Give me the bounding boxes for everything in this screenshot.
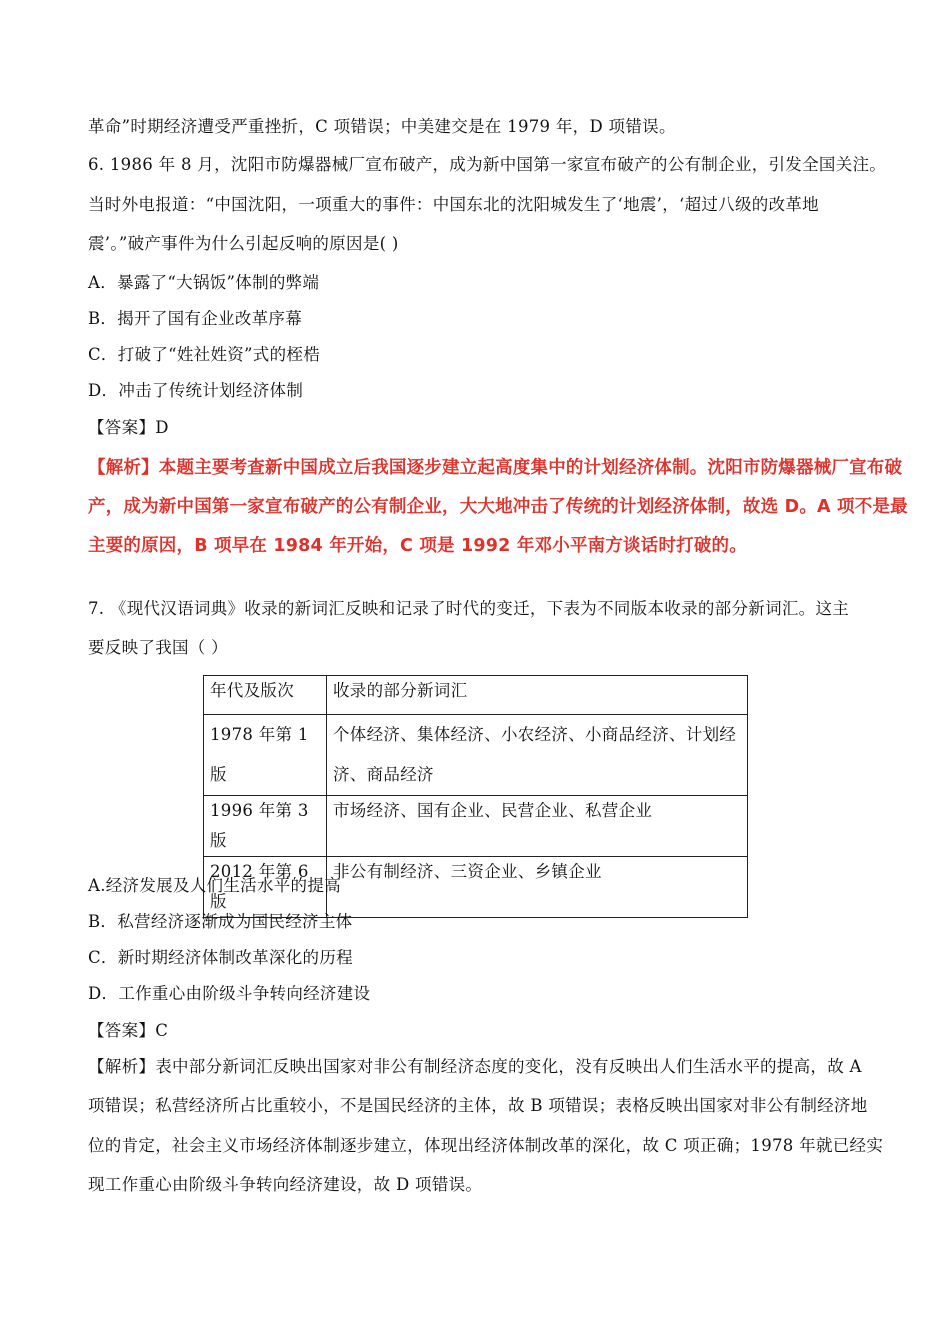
q6-analysis-line-2: 产，成为新中国第一家宣布破产的公有制企业，大大地冲击了传统的计划经济体制，故选 D。A 项不是最 — [88, 497, 908, 517]
q6-analysis-line-1: 【解析】本题主要考查新中国成立后我国逐步建立起高度集中的计划经济体制。沈阳市防爆器械厂宣布破 — [88, 458, 903, 478]
table-header-cell: 年代及版次 — [204, 676, 327, 715]
q7-analysis-line-3: 位的肯定，社会主义市场经济体制逐步建立，体现出经济体制改革的深化，故 C 项正确；1978 年就已经实 — [88, 1136, 884, 1155]
q7-stem-line-1: 7. 《现代汉语词典》收录的新词汇反映和记录了时代的变迁，下表为不同版本收录的部分新词汇。这主 — [88, 599, 850, 618]
table-cell: 非公有制经济、三资企业、乡镇企业 — [327, 857, 748, 918]
q7-analysis-line-1: 【解析】表中部分新词汇反映出国家对非公有制经济态度的变化，没有反映出人们生活水平的提高，故 A — [88, 1057, 862, 1076]
q7-answer: 【答案】C — [88, 1021, 169, 1040]
q6-option-b: B．揭开了国有企业改革序幕 — [88, 309, 303, 328]
table-cell: 1978 年第 1 版 — [204, 715, 327, 796]
carryover-text: 革命”时期经济遭受严重挫折，C 项错误；中美建交是在 1979 年，D 项错误。 — [88, 117, 676, 136]
table-row — [204, 796, 748, 857]
q6-stem-line-1: 6. 1986 年 8 月，沈阳市防爆器械厂宣布破产，成为新中国第一家宣布破产的公有制企业，引发全国关注。 — [88, 155, 887, 174]
q7-option-c: C．新时期经济体制改革深化的历程 — [88, 948, 353, 967]
q6-option-d: D．冲击了传统计划经济体制 — [88, 381, 304, 400]
table-cell: 1996 年第 3 版 — [204, 796, 327, 857]
table-cell: 市场经济、国有企业、民营企业、私营企业 — [327, 796, 748, 857]
q7-option-d: D．工作重心由阶级斗争转向经济建设 — [88, 984, 371, 1003]
q6-answer: 【答案】D — [88, 418, 169, 437]
q6-analysis-line-3: 主要的原因，B 项早在 1984 年开始，C 项是 1992 年邓小平南方谈话时打破的。 — [88, 536, 747, 556]
q6-option-a: A．暴露了“大锅饭”体制的弊端 — [88, 273, 320, 292]
q7-stem-line-2: 要反映了我国（ ） — [88, 638, 228, 657]
q7-analysis-line-2: 项错误；私营经济所占比重较小，不是国民经济的主体，故 B 项错误；表格反映出国家对非公有制经济地 — [88, 1096, 868, 1115]
table-header-cell: 收录的部分新词汇 — [327, 676, 748, 715]
table-cell: 2012 年第 6 版 — [204, 857, 327, 918]
table-cell: 个体经济、集体经济、小农经济、小商品经济、计划经济、商品经济 — [327, 715, 748, 796]
q6-stem-line-2: 当时外电报道：“中国沈阳，一项重大的事件：中国东北的沈阳城发生了‘地震’，‘超过八级的改革地 — [88, 195, 819, 214]
q7-option-b: B．私营经济逐渐成为国民经济主体 — [88, 912, 353, 931]
q6-stem-line-3: 震’。”破产事件为什么引起反响的原因是( ) — [88, 234, 399, 253]
q7-option-a: A.经济发展及人们生活水平的提高 — [88, 876, 341, 895]
table-row — [204, 715, 748, 796]
table-header-row — [204, 676, 748, 715]
q7-analysis-line-4: 现工作重心由阶级斗争转向经济建设，故 D 项错误。 — [88, 1175, 483, 1194]
q6-option-c: C．打破了“姓社姓资”式的桎梏 — [88, 345, 320, 364]
